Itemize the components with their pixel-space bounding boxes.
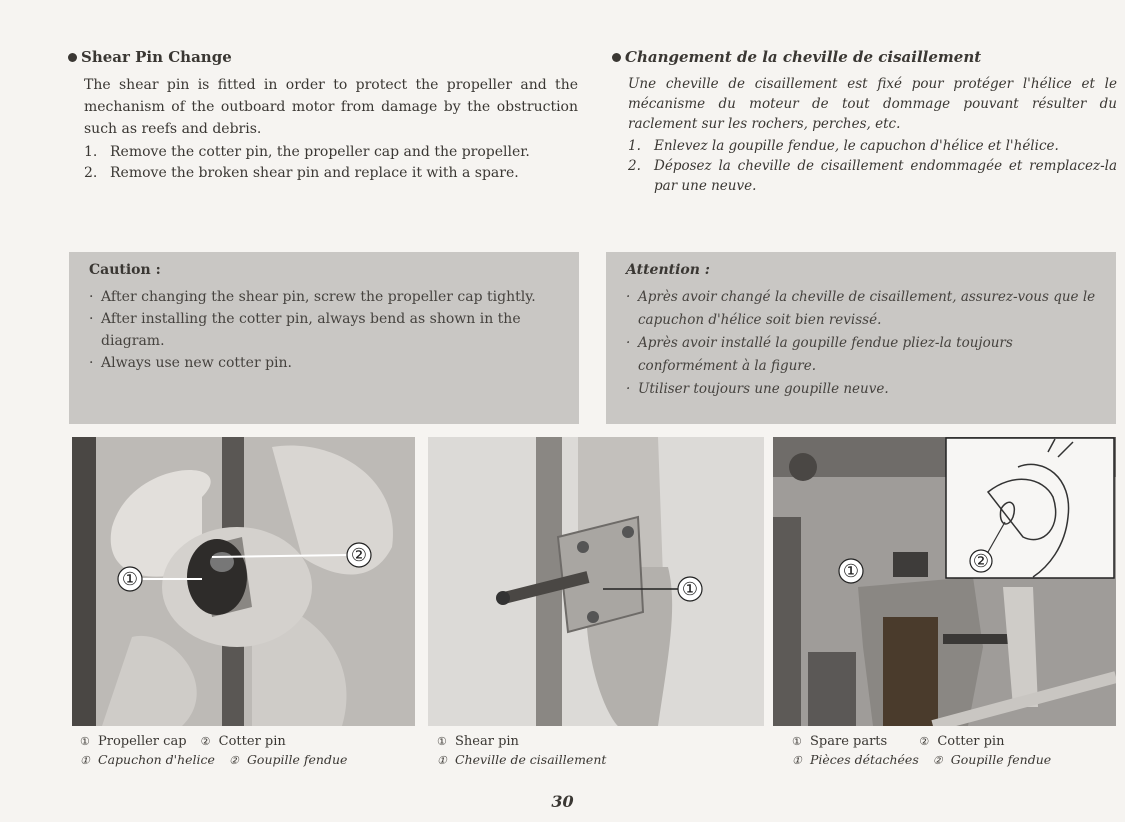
cotter-pin-diagram [946,438,1114,578]
caption-fr: ① Cheville de cisaillement [437,752,607,767]
attention-item: · Utiliser toujours une goupille neuve. [626,381,889,397]
attention-title: Attention : [626,262,710,278]
english-step-1: 1. Remove the cotter pin, the propeller cap and the propeller. [84,144,530,160]
caption-photo-2 [437,733,606,770]
french-step-2: 2. Déposez la cheville de cisaillement endommagée et remplacez-la par une neuve. [628,158,1117,194]
shear-pin-photo [428,437,764,726]
caption-en: ① Shear pin [437,734,519,749]
spare-parts-photo [773,437,1116,726]
french-steps [628,136,1117,196]
attention-item: · Après avoir changé la cheville de cisaillement, assurez-vous que le capuchon d'hélice soit bien revissé. [626,289,1096,328]
callout-1: ① [121,569,139,590]
french-heading [612,48,1117,66]
callout-2: ② [972,551,990,572]
english-heading [68,48,578,66]
caution-box-english [69,252,579,424]
propeller-cap-photo [72,437,415,726]
caution-title: Caution : [89,262,161,278]
caution-item: · After installing the cotter pin, always bend as shown in the diagram. [89,311,521,349]
caption-en: ① Spare parts ② Cotter pin [792,734,1005,749]
french-section [612,48,1117,196]
caution-box-french [606,252,1116,424]
heading-bullet [68,53,77,62]
french-intro: Une cheville de cisaillement est fixé pour protéger l'hélice et le mécanisme du moteur de tout dommage pouvant résulter du raclement sur les rochers, perches, etc. [628,76,1117,132]
heading-bullet [612,53,621,62]
caption-fr: ① Capuchon d'helice ② Goupille fendue [80,752,348,767]
caption-photo-3 [792,733,1051,770]
callout-1: ① [681,579,699,600]
caution-item: · After changing the shear pin, screw the propeller cap tightly. [89,289,536,305]
french-step-1: 1. Enlevez la goupille fendue, le capuchon d'hélice et l'hélice. [628,138,1059,154]
caution-item: · Always use new cotter pin. [89,355,292,371]
french-heading-text: Changement de la cheville de cisaillement [625,48,982,66]
caption-fr: ① Pièces détachées ② Goupille fendue [792,752,1052,767]
attention-list [626,286,1100,401]
english-heading-text: Shear Pin Change [81,48,232,66]
callout-1: ① [842,561,860,582]
callout-2: ② [350,545,368,566]
english-step-2: 2. Remove the broken shear pin and replace it with a spare. [84,165,519,181]
caution-list [89,286,563,374]
english-intro: The shear pin is fitted in order to protect the propeller and the mechanism of the outboard motor from damage by the obstruction such as reefs and debris. [84,77,578,137]
english-section [68,48,578,184]
caption-photo-1 [80,733,347,770]
page-number: 30 [551,792,574,811]
attention-item: · Après avoir installé la goupille fendue pliez-la toujours conformément à la figure. [626,335,1013,374]
english-steps [84,142,578,184]
caption-en: ① Propeller cap ② Cotter pin [80,734,286,749]
